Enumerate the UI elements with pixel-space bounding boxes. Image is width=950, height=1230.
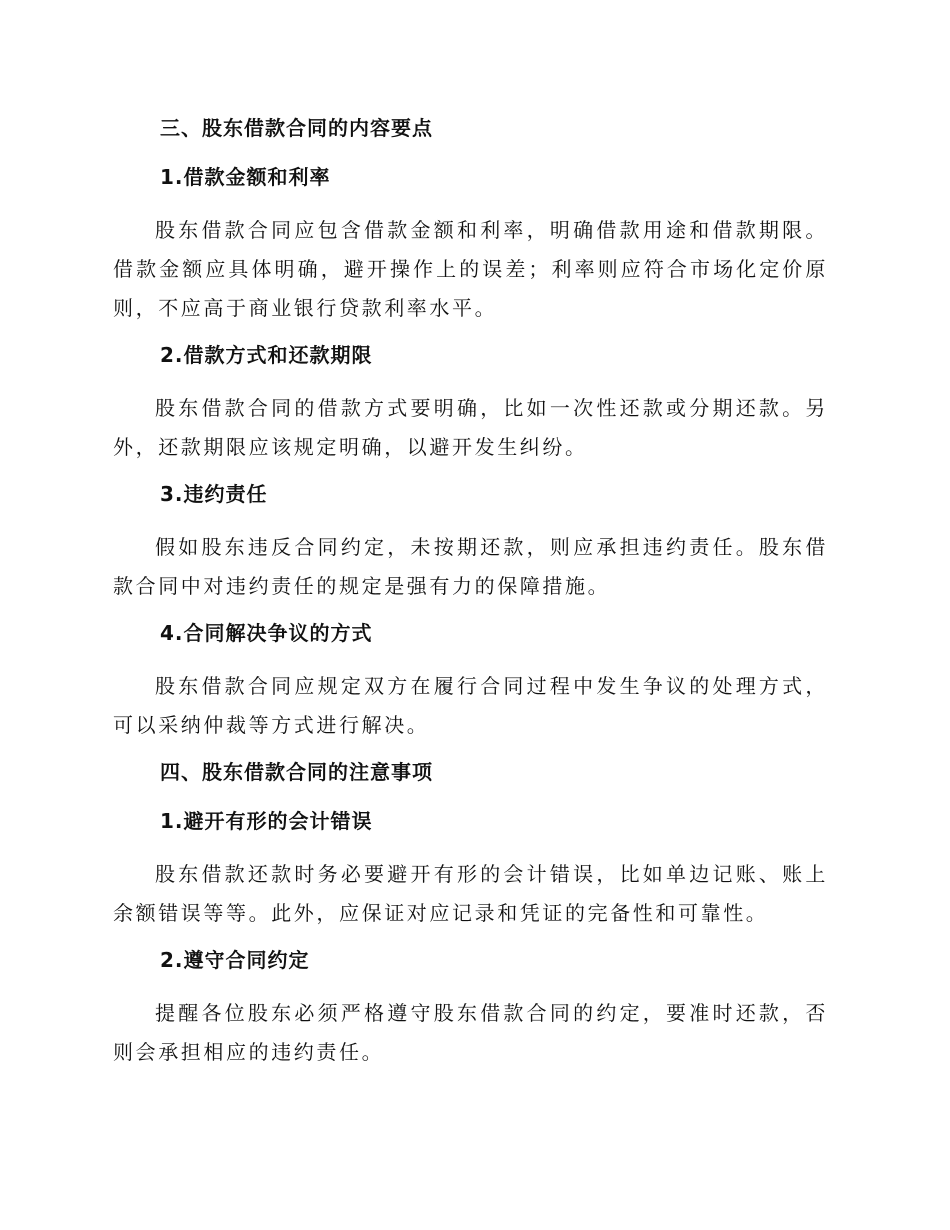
paragraph: 股东借款合同的借款方式要明确，比如一次性还款或分期还款。另外，还款期限应该规定明确，以避开发生纠纷。 <box>113 396 828 459</box>
section-heading: 三、股东借款合同的内容要点 <box>160 116 433 140</box>
paragraph: 假如股东违反合同约定，未按期还款，则应承担违约责任。股东借款合同中对违约责任的规定是强有力的保障措施。 <box>113 535 828 598</box>
paragraph: 股东借款还款时务必要避开有形的会计错误，比如单边记账、账上余额错误等等。此外，应保证对应记录和凭证的完备性和可靠性。 <box>113 862 828 925</box>
paragraph: 股东借款合同应规定双方在履行合同过程中发生争议的处理方式，可以采纳仲裁等方式进行解决。 <box>113 674 828 737</box>
paragraph: 提醒各位股东必须严格遵守股东借款合同的约定，要准时还款，否则会承担相应的违约责任。 <box>113 1001 828 1064</box>
paragraph: 股东借款合同应包含借款金额和利率，明确借款用途和借款期限。借款金额应具体明确，避开操作上的误差；利率则应符合市场化定价原则，不应高于商业银行贷款利率水平。 <box>113 218 828 320</box>
subsection-heading: 1.避开有形的会计错误 <box>160 809 373 833</box>
subsection-heading: 3.违约责任 <box>160 482 268 506</box>
section-heading: 四、股东借款合同的注意事项 <box>160 760 433 784</box>
subsection-heading: 2.借款方式和还款期限 <box>160 343 373 367</box>
subsection-heading: 2.遵守合同约定 <box>160 948 310 972</box>
subsection-heading: 1.借款金额和利率 <box>160 165 331 189</box>
subsection-heading: 4.合同解决争议的方式 <box>160 621 373 645</box>
